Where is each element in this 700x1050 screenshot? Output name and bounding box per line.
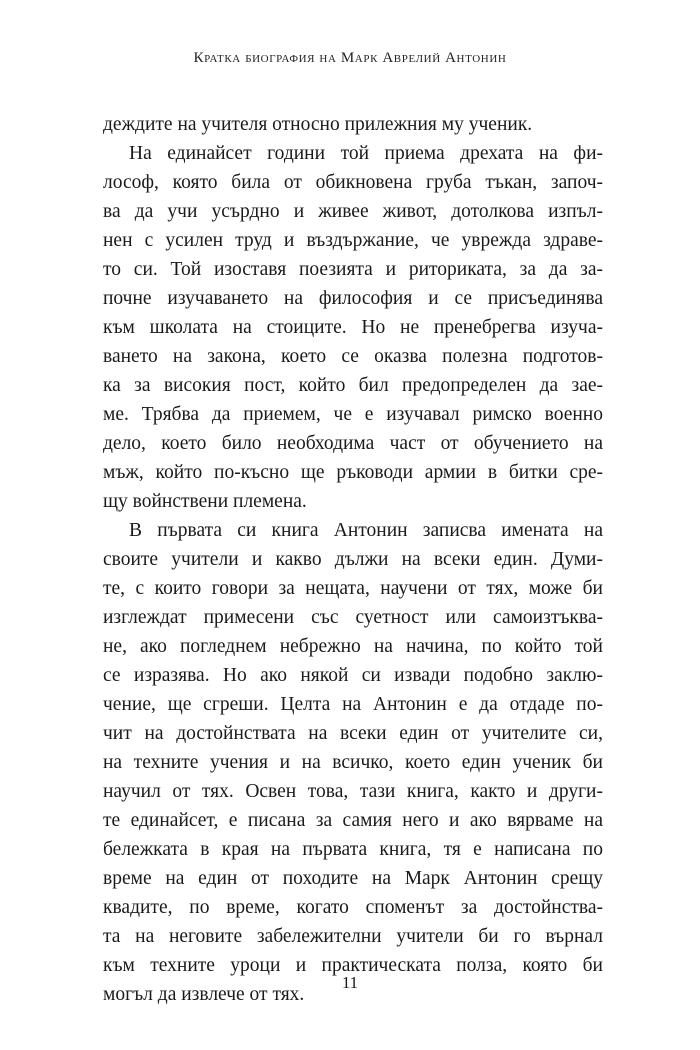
text-line: изглеждат примесени със суетност или самоизтъква- [103,607,603,628]
text-line: квадите, по време, когато споменът за достойнства- [103,897,603,918]
text-line: нен с усилен труд и въздържание, че уврежда здраве- [103,230,603,251]
running-header: Кратка биография на Марк Аврелий Антонин [193,50,507,66]
text-line: бележката в края на първата книга, тя е написана по [103,839,603,860]
text-line: мъж, който по-късно ще ръководи армии в битки сре- [103,462,603,483]
text-line: своите учители и какво дължи на всеки един. Думи- [103,549,603,570]
text-line: те, с които говори за нещата, научени от тях, може би [103,578,603,599]
text-line: щу войнствени племена. [103,491,307,512]
text-line: ме. Трябва да приемем, че е изучавал римско военно [103,404,603,425]
text-line: дело, което било необходима част от обучението на [103,433,603,454]
page-number: 11 [341,973,359,992]
body-text [103,110,603,1009]
text-line: научил от тях. Освен това, тази книга, както и други- [103,781,603,802]
text-line: не, ако погледнем небрежно на начина, по който той [103,636,603,657]
text-line: към техните уроци и практическата полза, която би [103,955,603,976]
text-line: лософ, която била от обикновена груба тъкан, започ- [103,172,603,193]
text-line: се изразява. Но ако някой си извади подобно заклю- [103,665,603,686]
text-line: деждите на учителя относно прилежния му ученик. [103,114,533,135]
text-line: та на неговите забележителни учители би го върнал [103,926,603,947]
text-line: време на един от походите на Марк Антонин срещу [103,868,603,889]
text-line: ването на закона, което се оказва полезна подготов- [103,346,603,367]
text-line: могъл да извлече от тях. [103,984,305,1005]
text-line: ва да учи усърдно и живее живот, дотолкова изпъл- [103,201,603,222]
text-line: те единайсет, е писана за самия него и ако вярваме на [103,810,603,831]
text-line: към школата на стоиците. Но не пренебрегва изуча- [103,317,603,338]
text-line: чит на достойнствата на всеки един от учителите си, [103,723,603,744]
text-line: ка за високия пост, който бил предопределен да зае- [103,375,603,396]
text-line: чение, ще сгреши. Целта на Антонин е да отдаде по- [103,694,603,715]
text-line: В първата си книга Антонин записва имената на [129,520,603,541]
text-line: то си. Той изоставя поезията и риториката, за да за- [103,259,603,280]
text-line: На единайсет години той приема дрехата на фи- [129,143,603,164]
text-line: на техните учения и на всичко, което един ученик би [103,752,603,773]
text-line: почне изучаването на философия и се присъединява [103,288,603,309]
